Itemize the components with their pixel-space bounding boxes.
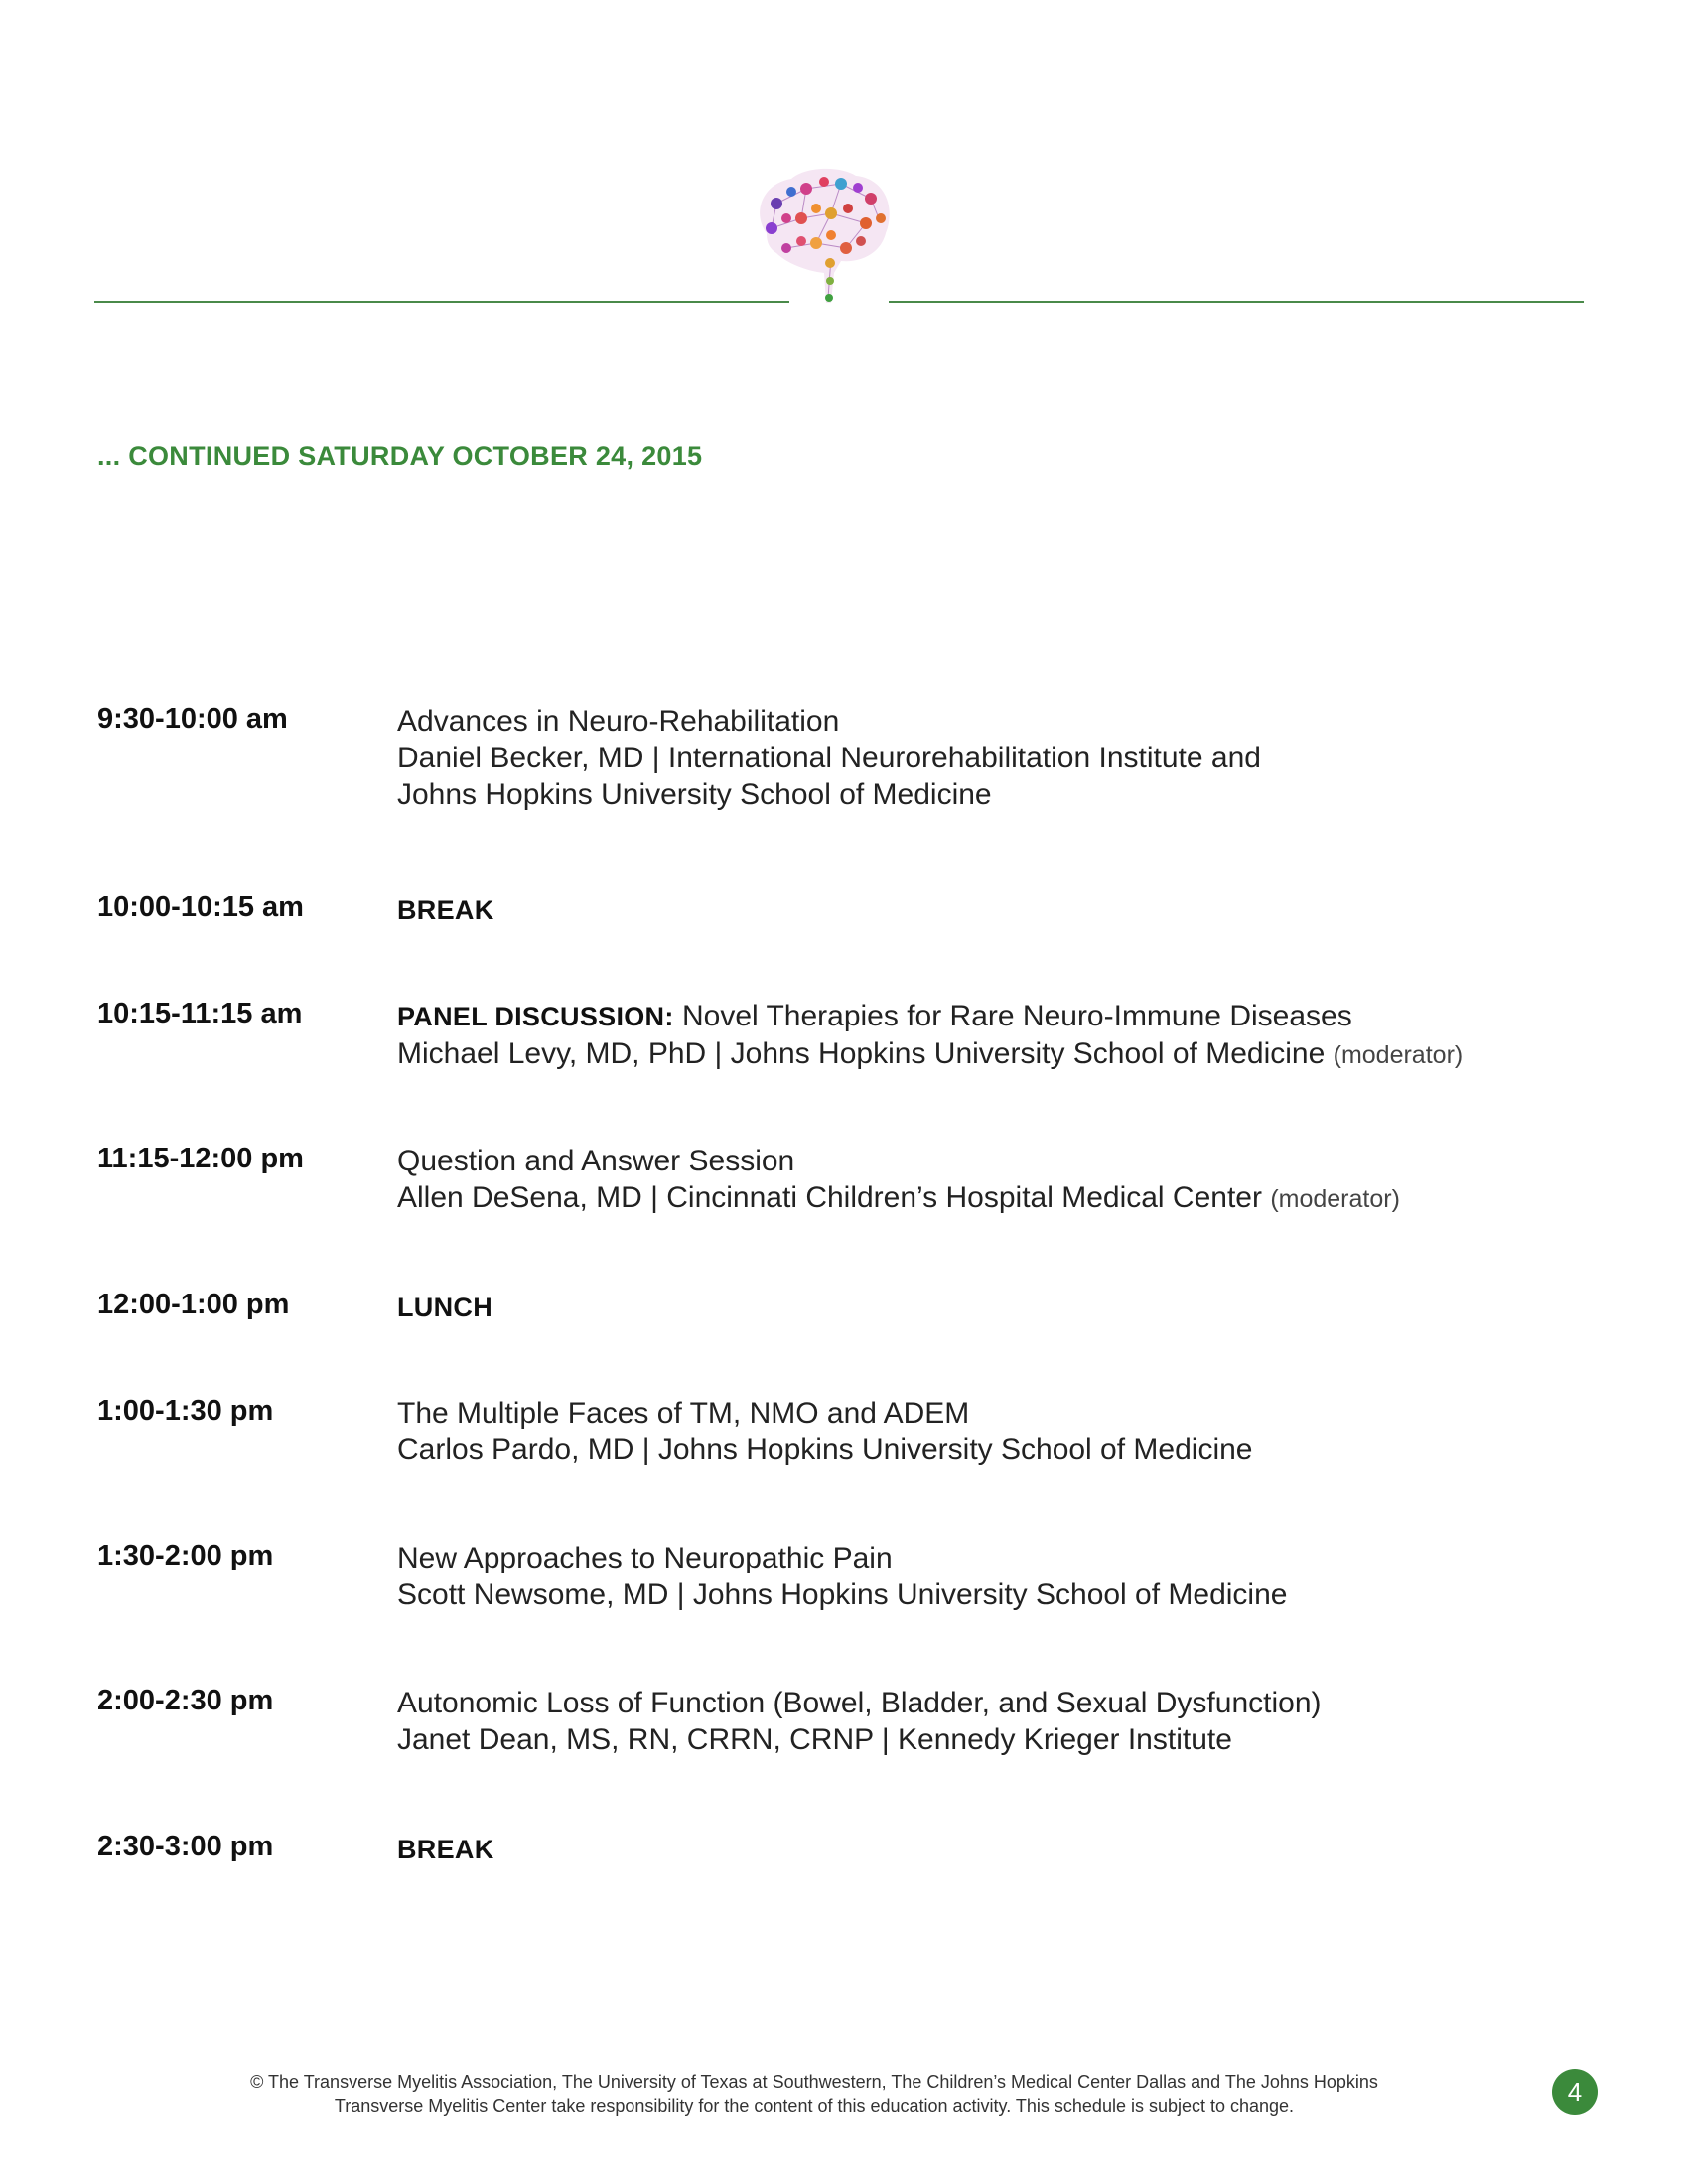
moderator-note: (moderator) (1270, 1185, 1400, 1213)
session-details (397, 998, 1638, 1074)
session-time: 1:00-1:30 pm (97, 1395, 274, 1427)
session-speaker: Allen DeSena, MD | Cincinnati Children’s Hospital Medical Center (397, 1181, 1262, 1214)
session-time: 2:30-3:00 pm (97, 1831, 274, 1862)
session-title: The Multiple Faces of TM, NMO and ADEM (397, 1397, 970, 1430)
footer-disclaimer (169, 2070, 1460, 2117)
session-speaker: Carlos Pardo, MD | Johns Hopkins University School of Medicine (397, 1433, 1253, 1466)
session-details (397, 703, 1638, 813)
session-title: New Approaches to Neuropathic Pain (397, 1542, 893, 1574)
break-label: BREAK (397, 895, 494, 925)
session-speaker: Scott Newsome, MD | Johns Hopkins University School of Medicine (397, 1578, 1288, 1611)
panel-discussion-label: PANEL DISCUSSION: (397, 1002, 674, 1031)
footer-line: Transverse Myelitis Center take responsibility for the content of this education activity. This schedule is subject to change. (334, 2096, 1295, 2116)
session-details (397, 1540, 1638, 1613)
session-speaker: Janet Dean, MS, RN, CRRN, CRNP | Kennedy Krieger Institute (397, 1723, 1232, 1756)
session-speaker: Michael Levy, MD, PhD | Johns Hopkins University School of Medicine (397, 1037, 1326, 1070)
session-title: Novel Therapies for Rare Neuro-Immune Diseases (673, 1000, 1352, 1032)
session-details (397, 1685, 1638, 1758)
moderator-note: (moderator) (1333, 1041, 1464, 1069)
session-time: 10:00-10:15 am (97, 891, 304, 923)
page-number-badge: 4 (1552, 2069, 1598, 2115)
lunch-label: LUNCH (397, 1293, 492, 1322)
session-time: 11:15-12:00 pm (97, 1143, 304, 1174)
footer-line: © The Transverse Myelitis Association, The University of Texas at Southwestern, The Children’s Medical Center Dallas and The Johns Hopkins (250, 2072, 1378, 2092)
session-details (397, 1289, 1638, 1326)
session-title: Question and Answer Session (397, 1145, 795, 1177)
session-time: 2:00-2:30 pm (97, 1685, 274, 1716)
session-time: 1:30-2:00 pm (97, 1540, 274, 1571)
session-details (397, 1395, 1638, 1468)
session-title: Autonomic Loss of Function (Bowel, Bladder, and Sexual Dysfunction) (397, 1687, 1322, 1719)
continued-day-heading: ... CONTINUED SATURDAY OCTOBER 24, 2015 (97, 441, 703, 471)
session-time: 12:00-1:00 pm (97, 1289, 290, 1320)
session-details (397, 891, 1638, 929)
session-details (397, 1831, 1638, 1868)
break-label: BREAK (397, 1835, 494, 1864)
session-details (397, 1143, 1638, 1218)
session-time: 10:15-11:15 am (97, 998, 303, 1029)
session-title: Advances in Neuro-Rehabilitation (397, 705, 840, 738)
session-speaker: Daniel Becker, MD | International Neurorehabilitation Institute and (397, 742, 1261, 774)
session-time: 9:30-10:00 am (97, 703, 288, 735)
session-speaker-affiliation: Johns Hopkins University School of Medicine (397, 778, 992, 811)
